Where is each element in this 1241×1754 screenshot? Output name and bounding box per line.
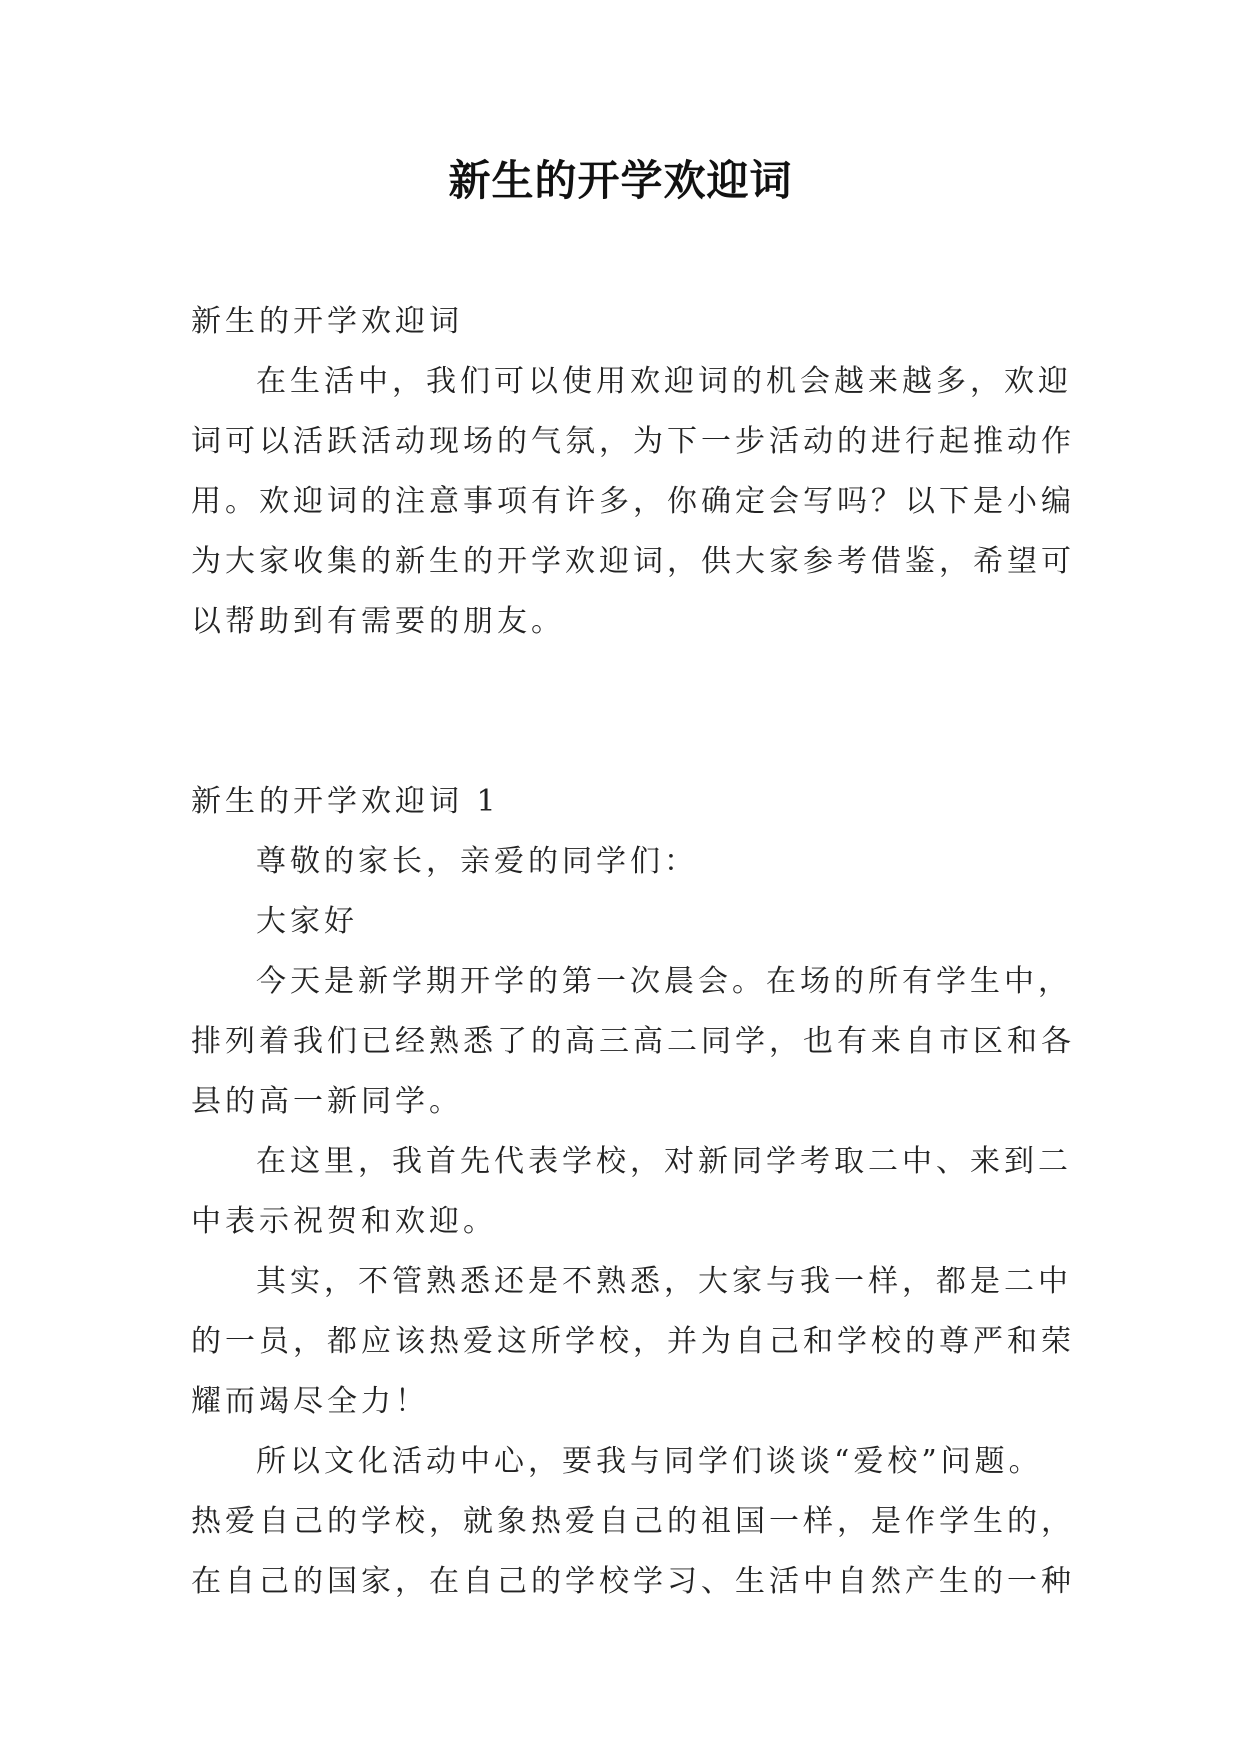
intro-line: 用。欢迎词的注意事项有许多，你确定会写吗？以下是小编 — [191, 484, 1075, 519]
section-heading: 新生的开学欢迎词 1 — [191, 784, 500, 819]
body-line: 耀而竭尽全力！ — [191, 1384, 429, 1419]
intro-line: 词可以活跃活动现场的气氛，为下一步活动的进行起推动作 — [191, 424, 1075, 459]
intro-line: 在生活中，我们可以使用欢迎词的机会越来越多，欢迎 — [256, 364, 1072, 399]
body-line: 热爱自己的学校，就象热爱自己的祖国一样，是作学生的， — [191, 1504, 1075, 1539]
intro-line: 为大家收集的新生的开学欢迎词，供大家参考借鉴，希望可 — [191, 544, 1075, 579]
document-body — [191, 292, 1075, 1612]
body-line: 县的高一新同学。 — [191, 1084, 463, 1119]
body-line: 的一员，都应该热爱这所学校，并为自己和学校的尊严和荣 — [191, 1324, 1075, 1359]
body-line: 中表示祝贺和欢迎。 — [191, 1204, 497, 1239]
intro-heading: 新生的开学欢迎词 — [191, 304, 463, 339]
body-line: 所以文化活动中心，要我与同学们谈谈“爱校”问题。 — [256, 1444, 1043, 1479]
greeting-line: 尊敬的家长，亲爱的同学们： — [256, 844, 698, 879]
body-line: 在自己的国家，在自己的学校学习、生活中自然产生的一种 — [191, 1564, 1075, 1599]
body-line: 排列着我们已经熟悉了的高三高二同学，也有来自市区和各 — [191, 1024, 1075, 1059]
section-spacer — [191, 652, 1061, 772]
intro-line: 以帮助到有需要的朋友。 — [191, 604, 565, 639]
document-title: 新生的开学欢迎词 — [448, 156, 793, 205]
body-line: 在这里，我首先代表学校，对新同学考取二中、来到二 — [256, 1144, 1072, 1179]
body-line: 今天是新学期开学的第一次晨会。在场的所有学生中， — [256, 964, 1072, 999]
greeting-line: 大家好 — [256, 904, 358, 939]
body-line: 其实，不管熟悉还是不熟悉，大家与我一样，都是二中 — [256, 1264, 1072, 1299]
